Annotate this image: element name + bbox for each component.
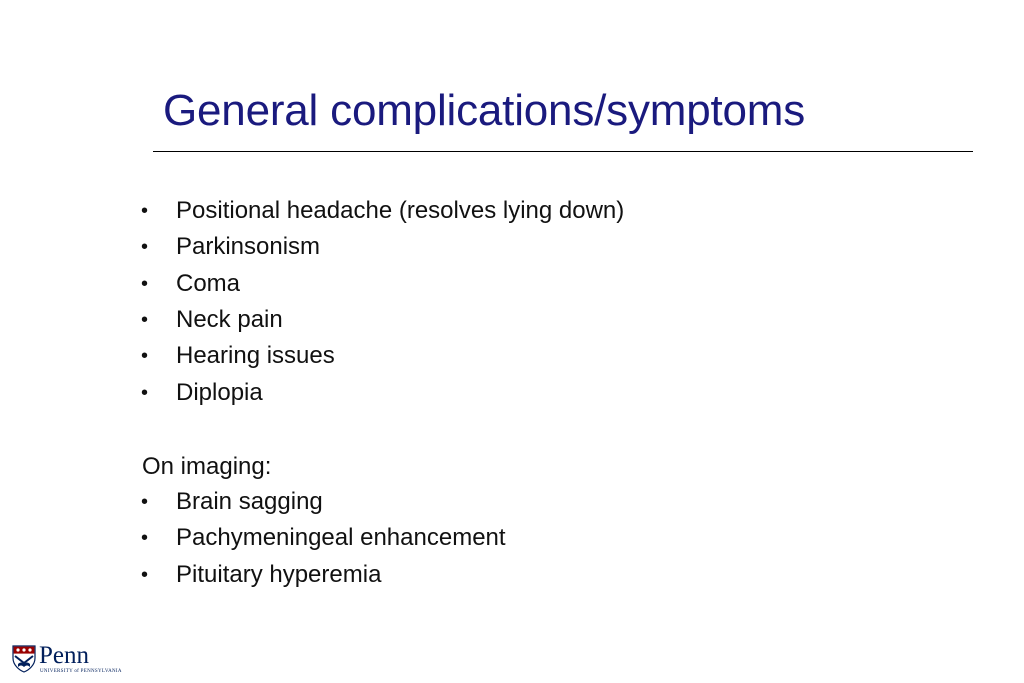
bullet: •: [141, 382, 149, 404]
penn-shield-icon: [12, 645, 36, 673]
slide-title: General complications/symptoms: [163, 86, 806, 135]
bullet: •: [141, 236, 149, 258]
bullet: •: [141, 491, 149, 513]
symptom-text: Diplopia: [176, 379, 263, 406]
symptom-text: Neck pain: [176, 306, 283, 333]
imaging-finding-text: Pachymeningeal enhancement: [176, 524, 506, 551]
symptom-text: Positional headache (resolves lying down): [176, 197, 625, 224]
penn-subtitle: UNIVERSITY of PENNSYLVANIA: [40, 669, 122, 674]
symptom-text: Hearing issues: [176, 342, 335, 369]
bullet: •: [141, 273, 149, 295]
penn-wordmark: Penn: [39, 642, 89, 669]
bullet: •: [141, 200, 149, 222]
penn-logo: [12, 642, 122, 675]
imaging-finding-text: Brain sagging: [176, 488, 323, 515]
bullet: •: [141, 527, 149, 549]
imaging-heading: On imaging:: [142, 453, 272, 480]
imaging-finding-text: Pituitary hyperemia: [176, 561, 382, 588]
symptom-text: Coma: [176, 270, 241, 297]
title-divider: [153, 151, 973, 152]
bullet: •: [141, 309, 149, 331]
symptom-text: Parkinsonism: [176, 233, 321, 260]
bullet: •: [141, 564, 149, 586]
bullet: •: [141, 345, 149, 367]
